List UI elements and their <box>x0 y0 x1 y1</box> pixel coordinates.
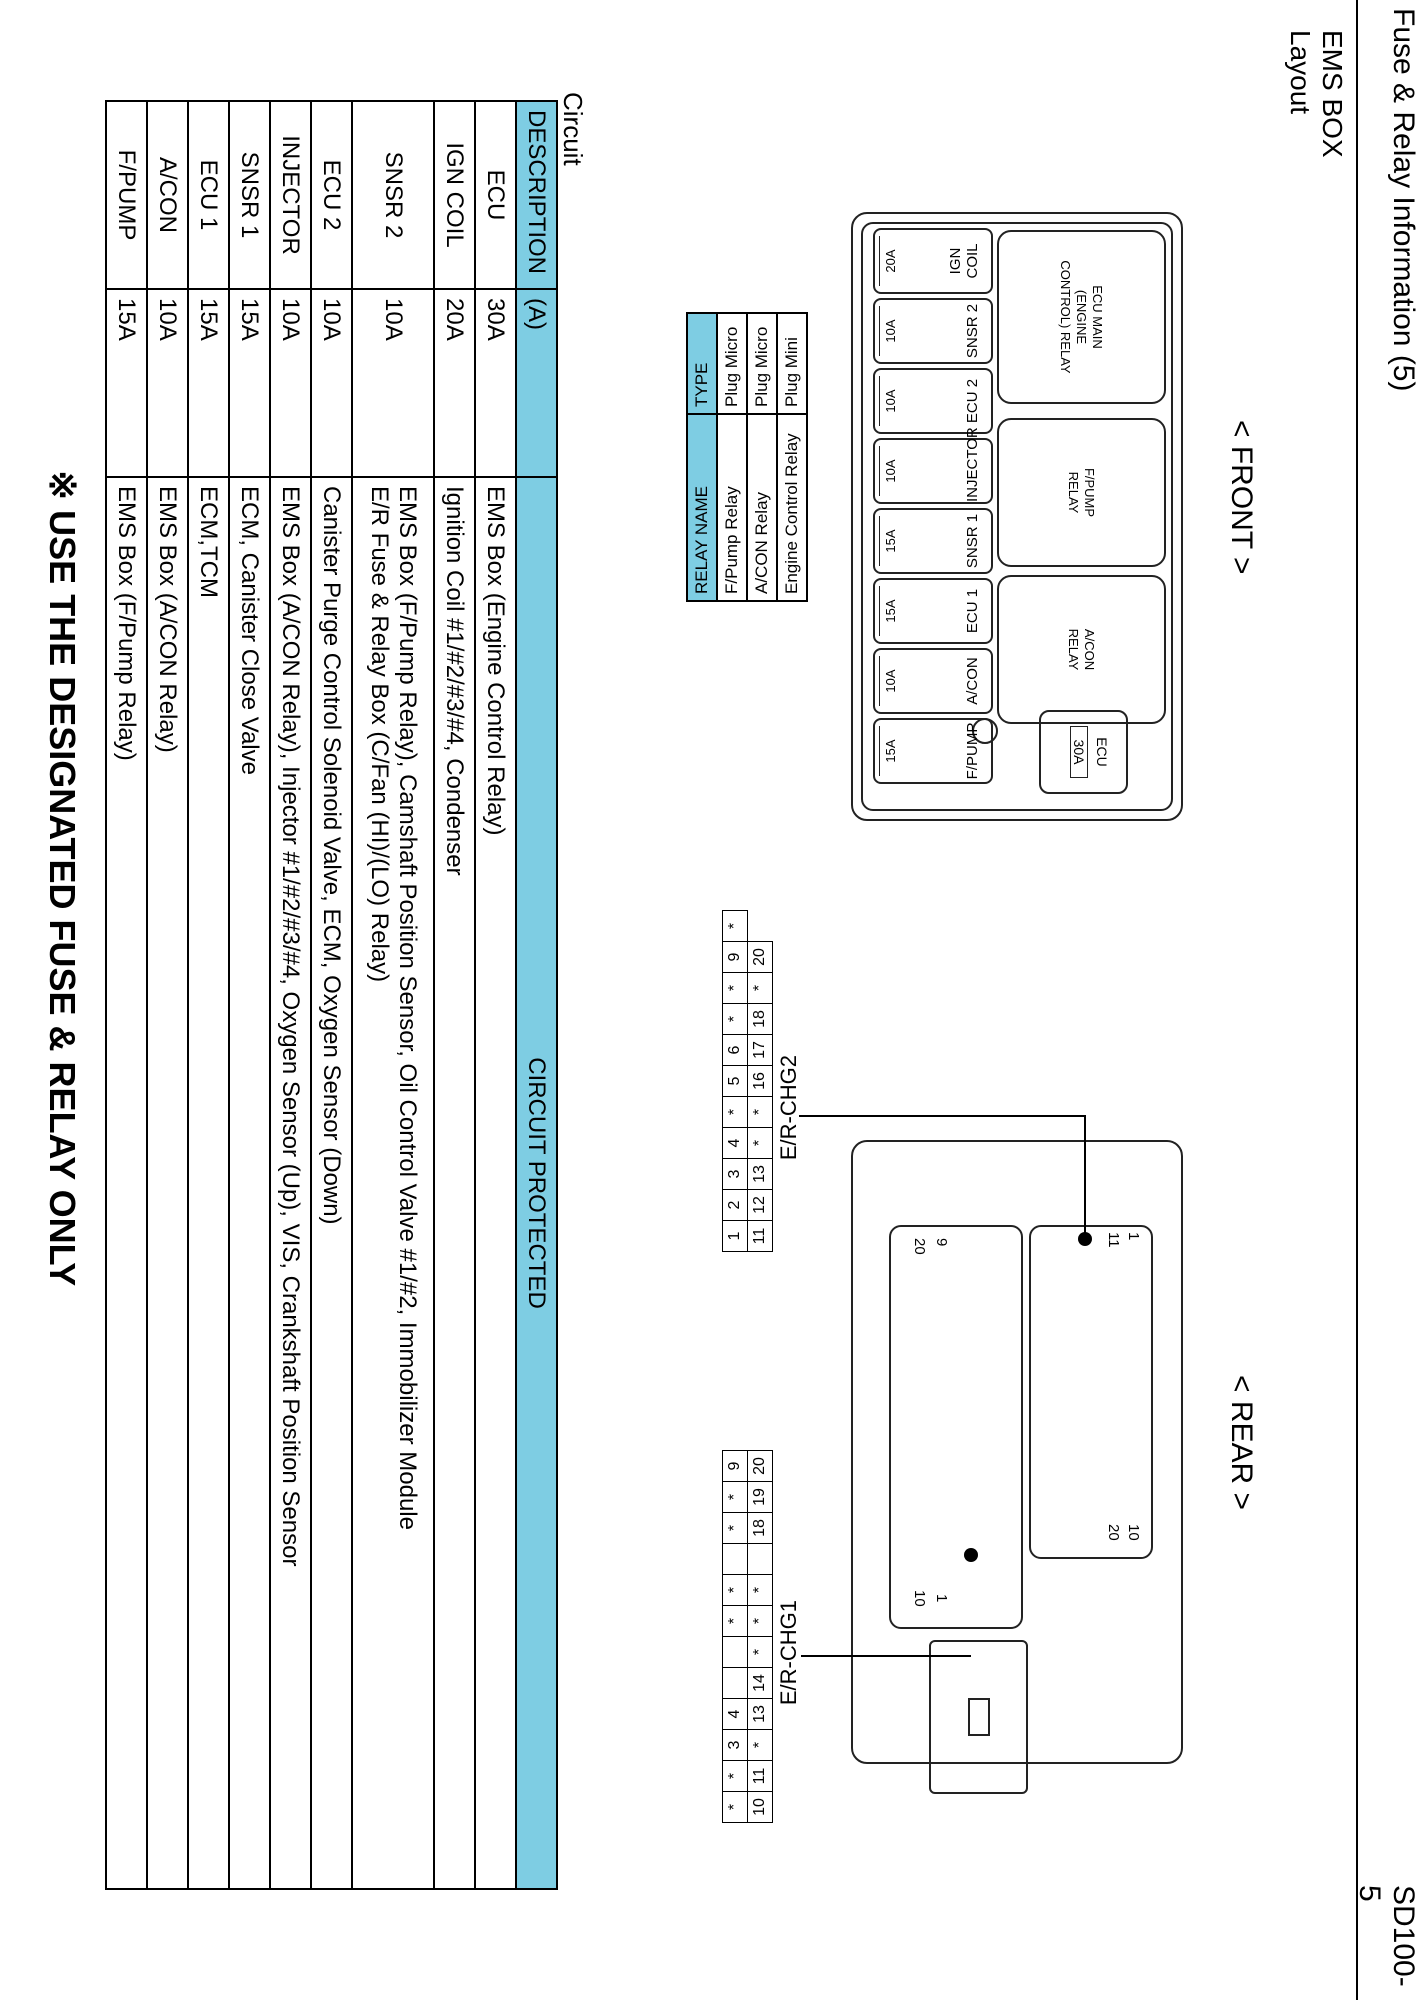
fuse-injector <box>873 427 993 504</box>
rear-pin-label: 9 <box>933 1238 950 1247</box>
relay-table <box>686 312 808 602</box>
table-row <box>229 101 270 1889</box>
pin: 13 <box>748 1699 773 1730</box>
table-row <box>311 101 352 1889</box>
pin: 12 <box>748 1190 773 1221</box>
fuse-ecu-1 <box>873 578 993 644</box>
pin-empty <box>748 911 773 942</box>
rear-label: < REAR > <box>1225 1375 1258 1511</box>
circuit-cell: ECM,TCM <box>188 477 229 1889</box>
amps-cell: 30A <box>475 289 516 477</box>
table-row <box>270 101 311 1889</box>
relay-type-cell: Plug Mini <box>777 313 807 414</box>
chg2-label: E/R-CHG2 <box>776 1055 801 1161</box>
amps-cell: 10A <box>311 289 352 477</box>
circuit-cell: EMS Box (A/CON Relay), Injector #1/#2/#3/#4, Oxygen Sensor (Up), VIS, Crankshaft Position Sensor <box>270 477 311 1889</box>
circuit-line: E/R Fuse & Relay Box (C/Fan (HI)/(LO) Relay) <box>366 486 393 983</box>
fuse-row <box>873 228 993 808</box>
circuit-cell: Canister Purge Control Solenoid Valve, ECM, Oxygen Sensor (Down) <box>311 477 352 1889</box>
table-row <box>777 313 807 601</box>
pin: 4 <box>723 1699 748 1730</box>
pin: * <box>748 1637 773 1668</box>
relay-acon <box>997 575 1166 724</box>
rear-pin-label: 11 <box>1105 1232 1122 1248</box>
pin: 5 <box>723 1066 748 1097</box>
rear-pin-label: 20 <box>1105 1524 1122 1541</box>
table-row <box>475 101 516 1889</box>
pin: 9 <box>723 1451 748 1482</box>
fuse-ecu <box>1039 710 1128 794</box>
table-row <box>188 101 229 1889</box>
rear-pin-label: 1 <box>933 1594 950 1603</box>
chg1-pin-table <box>722 1450 773 1823</box>
header-circuit: CIRCUIT PROTECTED <box>516 477 557 1889</box>
fuse-ecu-amp: 30A <box>1070 726 1088 778</box>
description-cell: ECU 1 <box>188 101 229 289</box>
description-cell: F/PUMP <box>106 101 147 289</box>
pin: * <box>748 1128 773 1159</box>
fuse-amp: 10A <box>879 446 902 496</box>
fuse-amp: 10A <box>879 376 902 426</box>
pin: * <box>723 973 748 1004</box>
subsection-title: Layout <box>1285 30 1316 115</box>
relay-ecu-main-label: ECU MAIN (ENGINE CONTROL) RELAY <box>1058 260 1106 374</box>
header-description: DESCRIPTION <box>516 101 557 289</box>
table-row <box>748 911 773 1252</box>
description-cell: SNSR 1 <box>229 101 270 289</box>
table-row <box>717 313 747 601</box>
table-row <box>106 101 147 1889</box>
relay-type-cell: Plug Micro <box>747 313 777 414</box>
chg2-pin-table <box>722 910 773 1252</box>
pin: 9 <box>723 942 748 973</box>
pin: * <box>723 1761 748 1792</box>
circuit-cell: EMS Box (F/Pump Relay) <box>106 477 147 1889</box>
fuse-name: ECU 1 <box>964 588 981 634</box>
pin: * <box>723 911 748 942</box>
relay-table-header-type: TYPE <box>687 313 717 414</box>
table-row <box>748 1451 773 1823</box>
fuse-name: SNSR 2 <box>964 303 981 359</box>
pin <box>748 1544 773 1575</box>
table-row <box>747 313 777 601</box>
amps-cell: 20A <box>434 289 475 477</box>
fuse-amp: 20A <box>879 236 902 286</box>
pin: * <box>723 1575 748 1606</box>
pin: * <box>748 1730 773 1761</box>
table-row <box>147 101 188 1889</box>
pin: * <box>748 973 773 1004</box>
relay-fpump <box>997 418 1166 567</box>
fuse-name: A/CON <box>964 657 981 705</box>
pin: 17 <box>748 1035 773 1066</box>
circuit-cell: ECM, Canister Close Valve <box>229 477 270 1889</box>
circuit-cell: EMS Box (Engine Control Relay) <box>475 477 516 1889</box>
pin <box>723 1544 748 1575</box>
description-cell: A/CON <box>147 101 188 289</box>
rear-pin-label: 1 <box>1125 1232 1142 1241</box>
description-cell: ECU 2 <box>311 101 352 289</box>
pin: 11 <box>748 1221 773 1252</box>
relay-ecu-main <box>997 230 1166 404</box>
circuit-line: EMS Box (F/Pump Relay), Camshaft Position Sensor, Oil Control Valve #1/#2, Immobilizer Module <box>394 486 421 1530</box>
header-amps: (A) <box>516 289 557 477</box>
amps-cell: 10A <box>147 289 188 477</box>
pin: 20 <box>748 1451 773 1482</box>
pin: 19 <box>748 1482 773 1513</box>
pin: 18 <box>748 1513 773 1544</box>
fuse-ecu-name: ECU <box>1094 737 1110 767</box>
pin: 14 <box>748 1668 773 1699</box>
fuse-name: SNSR 1 <box>964 513 981 569</box>
relay-name-cell: F/Pump Relay <box>717 414 747 601</box>
pin <box>723 1668 748 1699</box>
relay-table-header-name: RELAY NAME <box>687 414 717 601</box>
fuse-acon <box>873 648 993 714</box>
fuse-name: INJECTOR <box>964 427 981 502</box>
description-cell: ECU <box>475 101 516 289</box>
amps-cell: 10A <box>270 289 311 477</box>
fuse-amp: 15A <box>879 516 902 566</box>
relay-acon-label: A/CON RELAY <box>1066 628 1098 671</box>
rear-pin-label: 20 <box>911 1238 928 1255</box>
circuit-cell: EMS Box (A/CON Relay) <box>147 477 188 1889</box>
table-row <box>723 1451 748 1823</box>
chg1-leader <box>801 1555 971 1657</box>
rear-pin-label: 10 <box>911 1590 928 1607</box>
pin: * <box>723 1606 748 1637</box>
pin: 4 <box>723 1128 748 1159</box>
rear-connector-slot <box>968 1698 990 1736</box>
amps-cell: 15A <box>229 289 270 477</box>
relay-table-header <box>687 313 717 601</box>
section-title: EMS BOX <box>1317 30 1348 158</box>
relay-type-cell: Plug Micro <box>717 313 747 414</box>
chg1-label: E/R-CHG1 <box>776 1600 801 1706</box>
amps-cell: 15A <box>106 289 147 477</box>
fuse-name: F/PUMP <box>964 722 981 780</box>
fuse-snsr-1 <box>873 508 993 574</box>
pin: 3 <box>723 1730 748 1761</box>
pin <box>723 1637 748 1668</box>
description-cell: IGN COIL <box>434 101 475 289</box>
fuse-name: ECU 2 <box>964 378 981 424</box>
pin: * <box>723 1513 748 1544</box>
fuse-amp: 10A <box>879 306 902 356</box>
circuit-cell <box>352 477 434 1889</box>
amps-cell: 15A <box>188 289 229 477</box>
warning-note: ※ USE THE DESIGNATED FUSE & RELAY ONLY <box>42 470 83 1287</box>
table-row <box>352 101 434 1889</box>
pin: 1 <box>723 1221 748 1252</box>
description-cell: SNSR 2 <box>352 101 434 289</box>
description-cell: INJECTOR <box>270 101 311 289</box>
fuse-amp: 15A <box>879 726 902 776</box>
circuit-table-header <box>516 101 557 1889</box>
pin: 2 <box>723 1190 748 1221</box>
pin: * <box>748 1606 773 1637</box>
pin: 18 <box>748 1004 773 1035</box>
circuit-table <box>105 100 558 1890</box>
relay-name-cell: Engine Control Relay <box>777 414 807 601</box>
pin: * <box>723 1792 748 1823</box>
rear-pin-label: 10 <box>1125 1524 1142 1541</box>
fuse-amp: 10A <box>879 656 902 706</box>
pin: 16 <box>748 1066 773 1097</box>
fuse-name: IGN COIL <box>947 243 981 279</box>
pin: 10 <box>748 1792 773 1823</box>
pin: 6 <box>723 1035 748 1066</box>
relay-fpump-label: F/PUMP RELAY <box>1066 467 1098 518</box>
fuse-fpump <box>873 718 993 784</box>
pin: * <box>748 1097 773 1128</box>
table-row <box>434 101 475 1889</box>
fuse-ecu-2 <box>873 368 993 434</box>
page-code: SD100-5 <box>1353 1885 1420 1987</box>
pin: 11 <box>748 1761 773 1792</box>
rear-connector-upper <box>1029 1225 1153 1559</box>
amps-cell: 10A <box>352 289 434 477</box>
pin: 13 <box>748 1159 773 1190</box>
relay-name-cell: A/CON Relay <box>747 414 777 601</box>
pin: * <box>723 1482 748 1513</box>
pin: * <box>723 1004 748 1035</box>
pin: * <box>723 1097 748 1128</box>
pin: * <box>748 1575 773 1606</box>
fuse-ign-coil <box>873 228 993 294</box>
fuse-amp: 15A <box>879 586 902 636</box>
page-title: Fuse & Relay Information (5) <box>1387 8 1420 392</box>
front-label: < FRONT > <box>1225 420 1258 575</box>
table-row <box>723 911 748 1252</box>
pin: 20 <box>748 942 773 973</box>
chg2-leader <box>799 1115 1086 1242</box>
fuse-snsr-2 <box>873 298 993 364</box>
header-divider <box>1356 0 1358 2000</box>
circuit-title: Circuit <box>558 92 588 166</box>
pin: 3 <box>723 1159 748 1190</box>
circuit-cell: Ignition Coil #1/#2/#3/#4, Condenser <box>434 477 475 1889</box>
